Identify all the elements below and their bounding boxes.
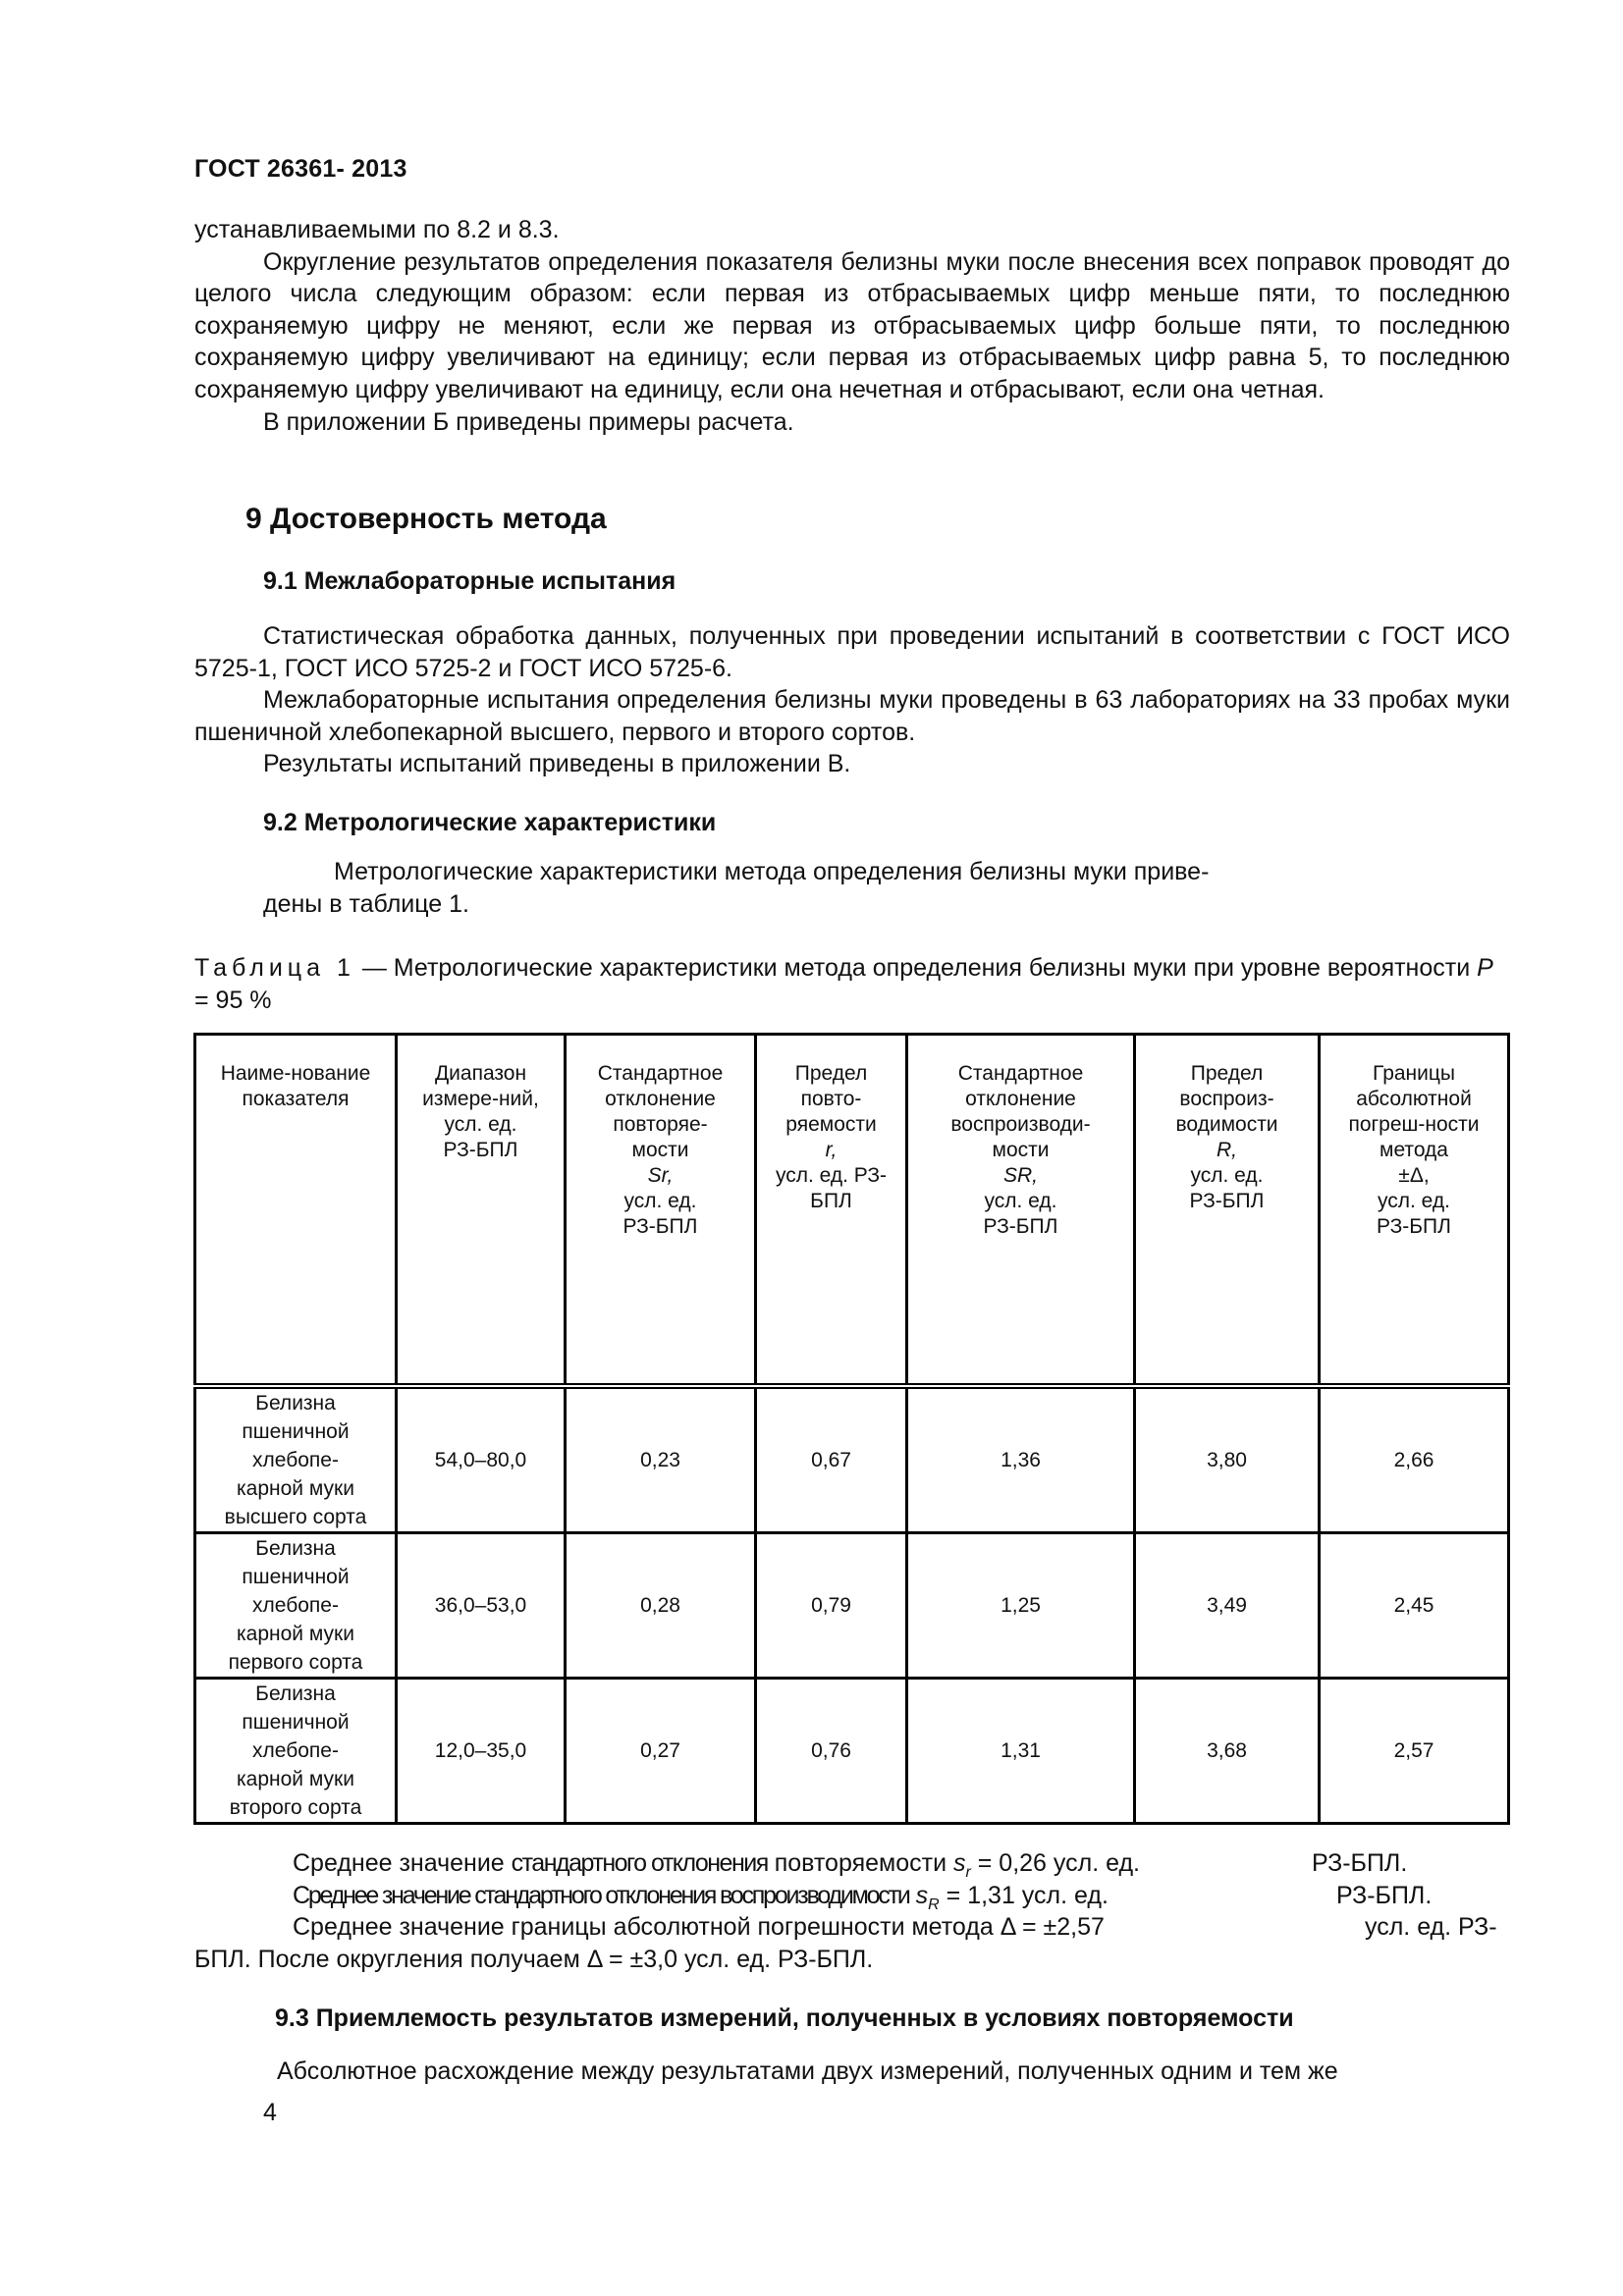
cell-sr: 0,27 <box>566 1679 756 1824</box>
section-9-1-body <box>194 620 1510 780</box>
section-9-title: 9 Достоверность метода <box>245 503 607 535</box>
cell-sr: 0,23 <box>566 1386 756 1533</box>
table-1-caption <box>194 952 1510 1016</box>
cell-sR: 1,31 <box>907 1679 1135 1824</box>
summary-repeatability-unit: РЗ-БПЛ. <box>1312 1849 1408 1877</box>
probability-symbol: P <box>1477 954 1493 982</box>
section-9-2-line-2: дены в таблице 1. <box>263 889 469 918</box>
summary-error-rounded: БПЛ. После округления получаем Δ = ±3,0 усл. ед. РЗ-БПЛ. <box>194 1945 874 1973</box>
row-indicator-name: Белизна пшеничной хлебопе- карной муки первого сорта <box>195 1533 397 1679</box>
cell-R: 3,80 <box>1135 1386 1320 1533</box>
cell-delta: 2,57 <box>1320 1679 1509 1824</box>
section-9-2-title: 9.2 Метрологические характеристики <box>263 809 717 836</box>
summary-reproducibility: Среднее значение стандартного отклонения воспроизводимости $s_R = 1,31$ усл. ед. РЗ-БПЛ. <box>293 1881 1433 1913</box>
page-number: 4 <box>263 2099 277 2126</box>
section-9-3-title: 9.3 Приемлемость результатов измерений, полученных в условиях повторяемости <box>275 2004 1294 2032</box>
header-repeatability-limit: Предел повто- ряемости r, усл. ед. РЗ- БПЛ <box>756 1035 907 1387</box>
section-9-2-line-1: Метрологические характеристики метода определения белизны муки приве- <box>334 858 1210 885</box>
cell-delta: 2,66 <box>1320 1386 1509 1533</box>
summary-error-bounds-unit: усл. ед. РЗ- <box>1365 1913 1497 1942</box>
section-9-1-paragraph-1: Статистическая обработка данных, полученных при проведении испытаний в соответствии с ГОСТ ИСО 5725-1, ГОСТ ИСО 5725-2 и ГОСТ ИСО 5725-6. <box>194 622 1510 682</box>
cell-sR: 1,36 <box>907 1386 1135 1533</box>
cell-R: 3,68 <box>1135 1679 1320 1824</box>
summary-reproducibility-unit: РЗ-БПЛ. <box>1336 1881 1433 1909</box>
section-9-1-title: 9.1 Межлабораторные испытания <box>263 567 676 595</box>
metrological-table <box>193 1033 1510 1825</box>
document-header: ГОСТ 26361- 2013 <box>194 155 407 183</box>
table-row <box>195 1533 1509 1679</box>
cell-sr: 0,28 <box>566 1533 756 1679</box>
cell-r: 0,67 <box>756 1386 907 1533</box>
section-9-1-paragraph-3: Результаты испытаний приведены в приложении В. <box>263 750 851 778</box>
appendix-reference: В приложении Б приведены примеры расчета. <box>263 407 794 436</box>
section-9-1-paragraph-2: Межлабораторные испытания определения белизны муки проведены в 63 лабораториях на 33 пробах муки пшеничной хлебопекарной высшего, первого и второго сортов. <box>194 686 1510 746</box>
cell-r: 0,76 <box>756 1679 907 1824</box>
section-9-3-body: Абсолютное расхождение между результатами двух измерений, полученных одним и тем же <box>277 2057 1338 2085</box>
section-9-2-body <box>263 856 1343 920</box>
header-repeatability-sd: Стандартное отклонение повторяе- мости Sr, усл. ед. РЗ-БПЛ <box>566 1035 756 1387</box>
row-indicator-name: Белизна пшеничной хлебопе- карной муки второго сорта <box>195 1679 397 1824</box>
table-1-caption-text: — Метрологические характеристики метода определения белизны муки при уровне вероятности <box>354 954 1478 982</box>
header-indicator-name: Наиме-нование показателя <box>195 1035 397 1387</box>
summary-block <box>194 1847 1510 1975</box>
header-reproducibility-limit: Предел воспроиз- водимости R, усл. ед. РЗ-БПЛ <box>1135 1035 1320 1387</box>
cell-range: 12,0–35,0 <box>397 1679 566 1824</box>
header-measurement-range: Диапазон измере-ний, усл. ед. РЗ-БПЛ <box>397 1035 566 1387</box>
probability-value: = 95 % <box>194 986 272 1014</box>
table-1-label: Таблица 1 <box>194 954 355 982</box>
table-header-row <box>195 1035 1509 1387</box>
table-row <box>195 1679 1509 1824</box>
summary-error-bounds: Среднее значение границы абсолютной погрешности метода Δ = ±2,57 усл. ед. РЗ- <box>194 1911 1510 1944</box>
cell-delta: 2,45 <box>1320 1533 1509 1679</box>
cell-range: 54,0–80,0 <box>397 1386 566 1533</box>
summary-repeatability: Среднее значение стандартного отклонения повторяемости $s_r = 0,26$ усл. ед. РЗ-БПЛ. <box>293 1849 1408 1881</box>
intro-block <box>194 214 1510 438</box>
table-row <box>195 1386 1509 1533</box>
row-indicator-name: Белизна пшеничной хлебопе- карной муки высшего сорта <box>195 1386 397 1533</box>
cell-R: 3,49 <box>1135 1533 1320 1679</box>
cell-r: 0,79 <box>756 1533 907 1679</box>
cell-range: 36,0–53,0 <box>397 1533 566 1679</box>
rounding-paragraph: Округление результатов определения показателя белизны муки после внесения всех поправок проводят до целого числа следующим образом: если первая из отбрасываемых цифр меньше пяти, то последнюю сохраняемую цифру не меняют, если же первая из отбрасываемых цифр больше пяти, то последнюю сохраняемую цифру увеличивают на единицу; если первая из отбрасываемых цифр равна 5, то последнюю сохраняемую цифру увеличивают на единицу, если она нечетная и отбрасывают, если она четная. <box>194 247 1510 403</box>
header-reproducibility-sd: Стандартное отклонение воспроизводи- мости SR, усл. ед. РЗ-БПЛ <box>907 1035 1135 1387</box>
header-absolute-error-bounds: Границы абсолютной погреш-ности метода ±Δ, усл. ед. РЗ-БПЛ <box>1320 1035 1509 1387</box>
cell-sR: 1,25 <box>907 1533 1135 1679</box>
intro-continuation: устанавливаемыми по 8.2 и 8.3. <box>194 216 560 243</box>
